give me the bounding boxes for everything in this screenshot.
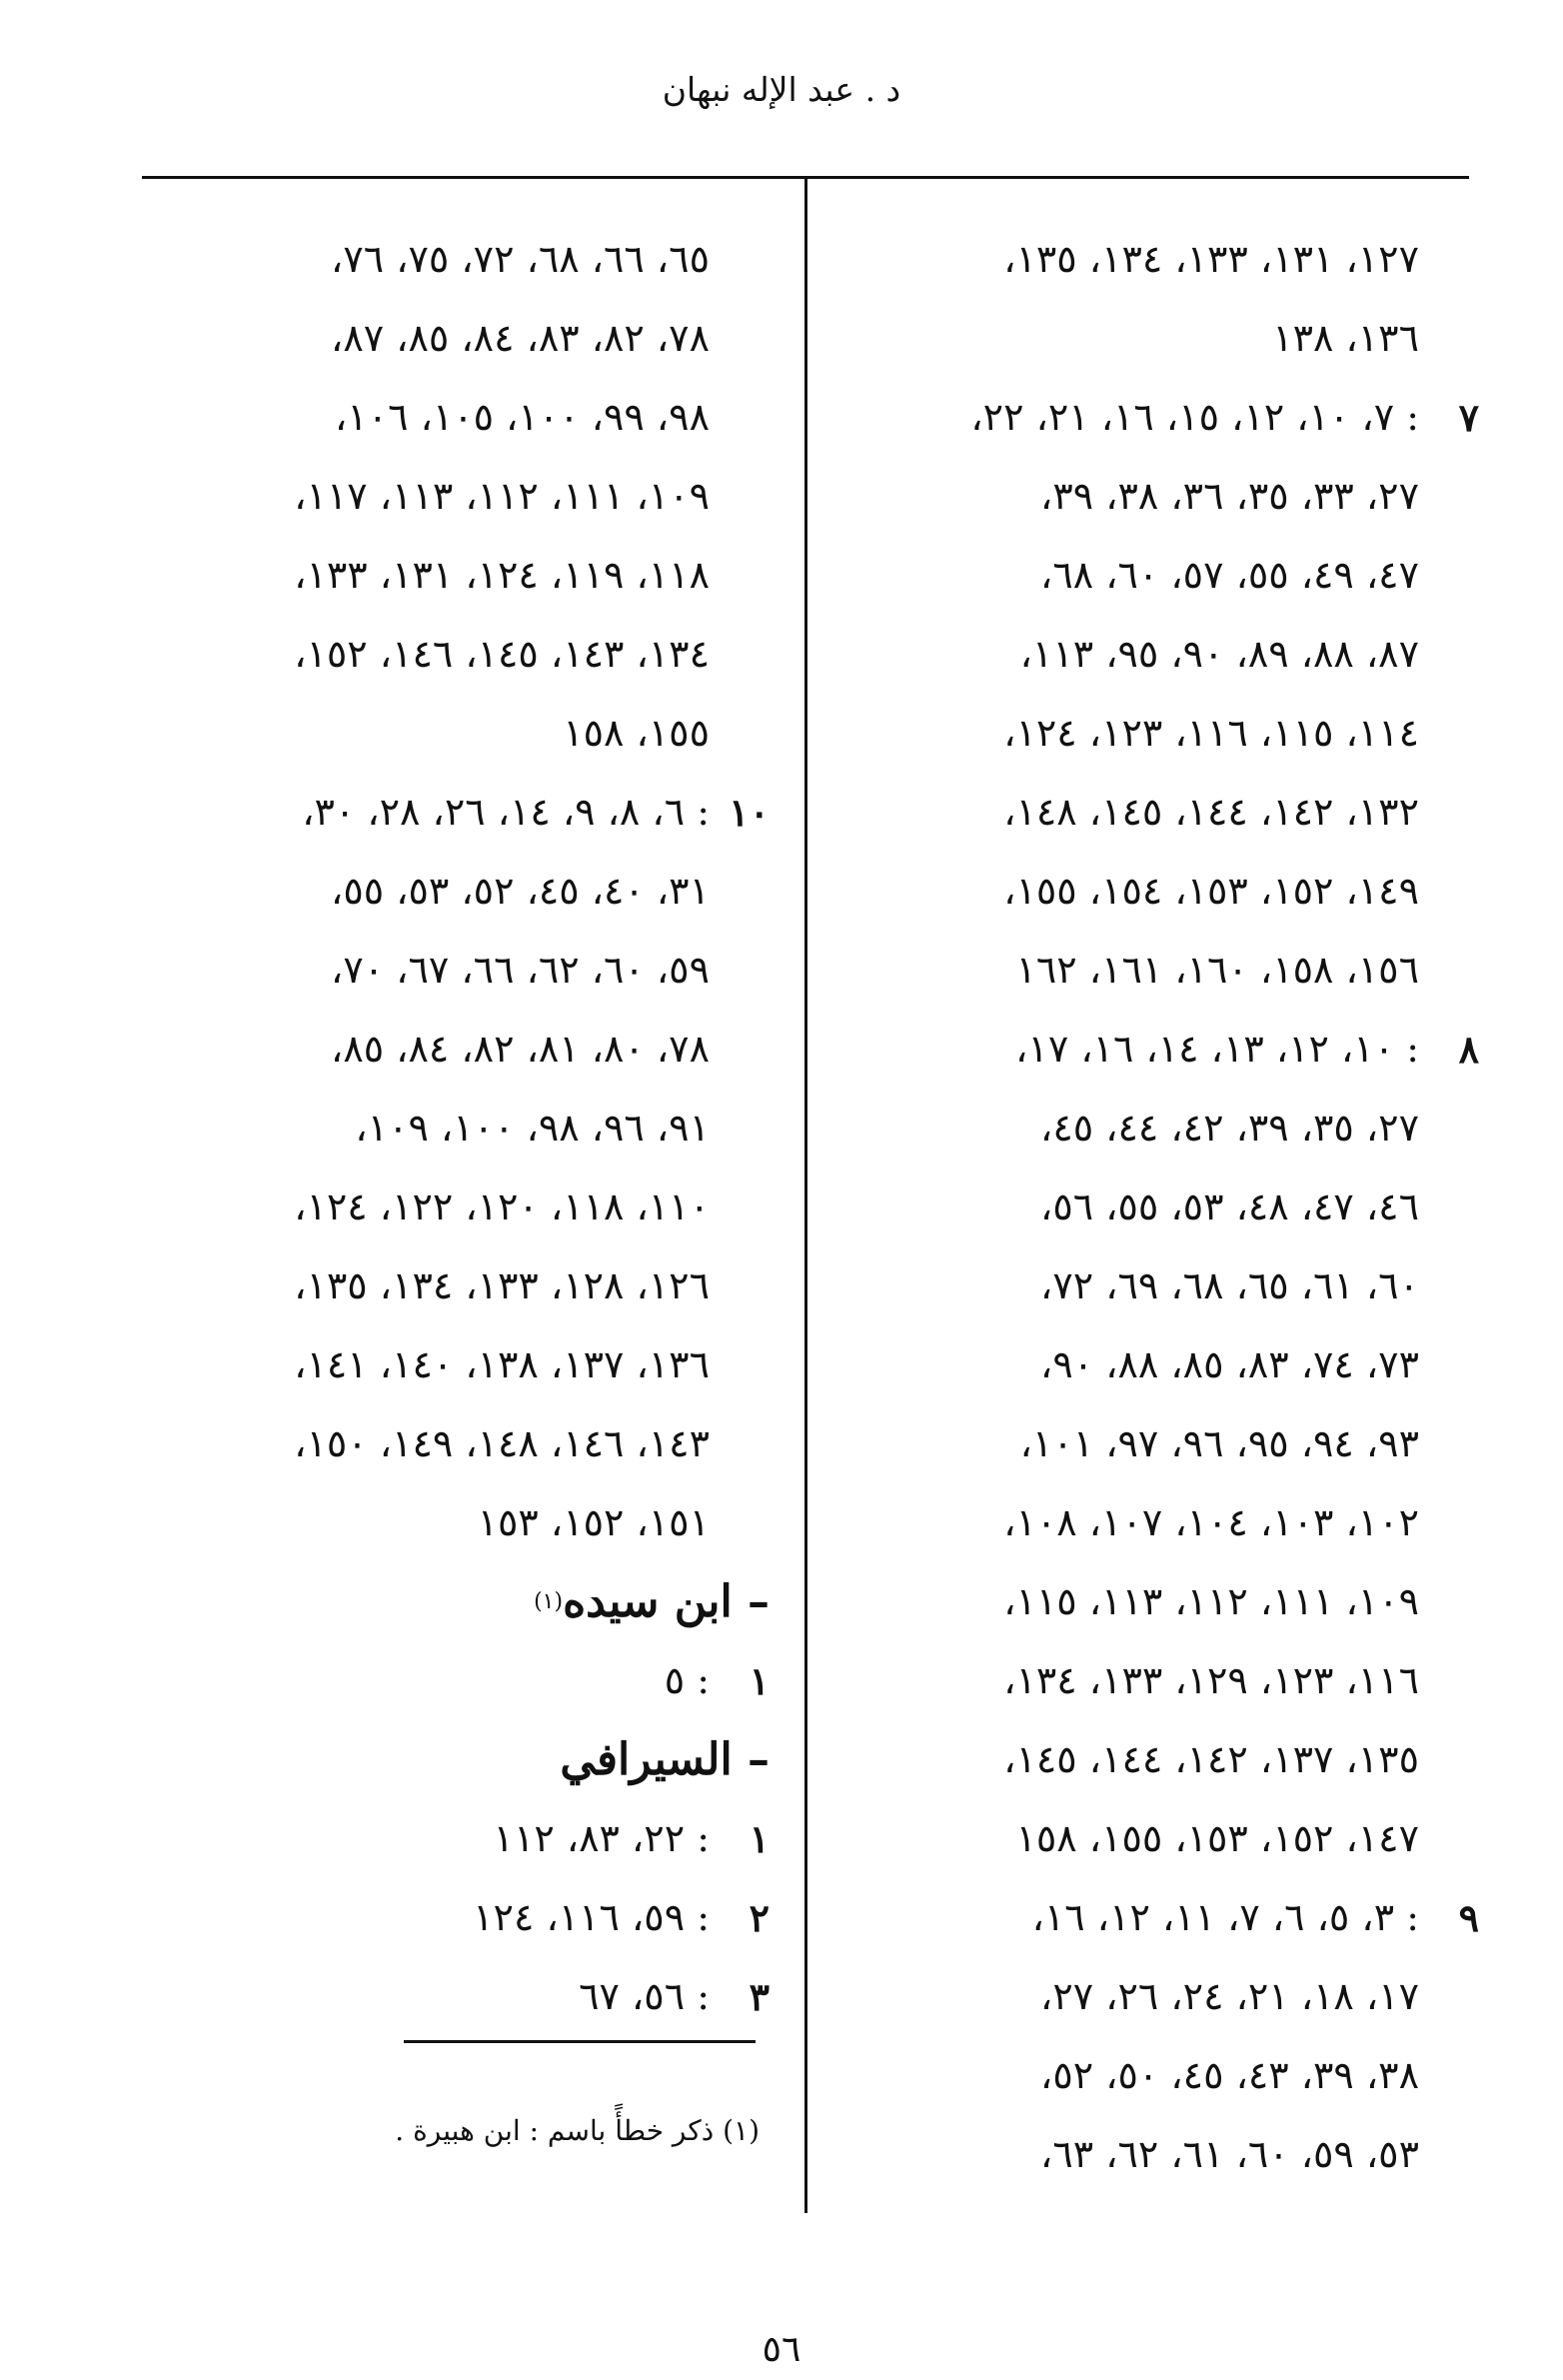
page-refs: ١٢٦، ١٢٨، ١٣٣، ١٣٤، ١٣٥، <box>294 1263 710 1307</box>
page-refs: : ٥٩، ١١٦، ١٢٤ <box>473 1895 710 1939</box>
indent <box>710 1325 770 1404</box>
page-refs: ٩٨، ٩٩، ١٠٠، ١٠٥، ١٠٦، <box>335 395 710 439</box>
index-line <box>839 220 1479 299</box>
page-refs: ٧٣، ٧٤، ٨٣، ٨٥، ٨٨، ٩٠، <box>1040 1342 1419 1386</box>
index-line <box>120 852 770 931</box>
page-refs: ٢٧، ٣٣، ٣٥، ٣٦، ٣٨، ٣٩، <box>1040 474 1419 518</box>
indent <box>1419 1246 1479 1325</box>
volume-number: ٩ <box>1458 1895 1479 1940</box>
index-line <box>839 1325 1479 1404</box>
index-line <box>839 615 1479 694</box>
indent <box>1419 694 1479 773</box>
page-refs: ١٣٦، ١٣٨ <box>1272 316 1419 360</box>
page-refs: ٦٠، ٦١، ٦٥، ٦٨، ٦٩، ٧٢، <box>1040 1263 1419 1307</box>
index-line <box>839 1404 1479 1483</box>
indent <box>1419 1957 1479 2036</box>
page-refs: ٤٧، ٤٩، ٥٥، ٥٧، ٦٠، ٦٨، <box>1040 553 1419 597</box>
volume-line <box>120 1878 770 1957</box>
indent <box>710 931 770 1010</box>
page-refs: ١١٨، ١١٩، ١٢٤، ١٣١، ١٣٣، <box>294 553 710 597</box>
volume-line <box>120 1957 770 2036</box>
indent <box>1419 1641 1479 1720</box>
column-divider <box>804 178 807 2213</box>
page-refs: ١١٠، ١١٨، ١٢٠، ١٢٢، ١٢٤، <box>294 1185 710 1228</box>
volume-line <box>120 1641 770 1720</box>
page-refs: ١٤٣، ١٤٦، ١٤٨، ١٤٩، ١٥٠، <box>294 1421 710 1465</box>
page-refs: : ٥٦، ٦٧ <box>579 1974 710 2018</box>
footnote-reference: (١) <box>534 1589 564 1614</box>
indent <box>1419 1089 1479 1168</box>
volume-line <box>839 1878 1479 1957</box>
page-refs: ١٤٧، ١٥٢، ١٥٣، ١٥٥، ١٥٨ <box>1015 1816 1419 1860</box>
volume-number: ٢ <box>749 1895 770 1940</box>
volume-line <box>839 378 1479 457</box>
left-column <box>120 220 770 2036</box>
page-refs: ١١٤، ١١٥، ١١٦، ١٢٣، ١٢٤، <box>1003 711 1419 755</box>
index-line <box>120 1325 770 1404</box>
indent <box>1419 2036 1479 2115</box>
volume-line <box>120 773 770 852</box>
indent <box>710 1404 770 1483</box>
index-line <box>839 1168 1479 1246</box>
index-line <box>839 931 1479 1010</box>
indent <box>710 852 770 931</box>
page-refs: ١٥٥، ١٥٨ <box>563 711 710 755</box>
volume-number: ٧ <box>1458 395 1479 440</box>
page-refs: ٥٩، ٦٠، ٦٢، ٦٦، ٦٧، ٧٠، <box>331 948 710 992</box>
index-line <box>839 1799 1479 1878</box>
footnote-rule <box>404 2040 756 2043</box>
page-refs: ٤٦، ٤٧، ٤٨، ٥٣، ٥٥، ٥٦، <box>1040 1185 1419 1228</box>
index-line <box>120 931 770 1010</box>
entry-name: – السيرافي <box>560 1734 770 1785</box>
volume-number: ١ <box>749 1816 770 1861</box>
page-refs: ١٥١، ١٥٢، ١٥٣ <box>477 1500 710 1544</box>
index-line <box>120 1404 770 1483</box>
page-refs: ١٥٦، ١٥٨، ١٦٠، ١٦١، ١٦٢ <box>1015 948 1419 992</box>
page-refs: ٥٣، ٥٩، ٦٠، ٦١، ٦٢، ٦٣، <box>1040 2132 1419 2176</box>
indent <box>710 694 770 773</box>
indent <box>710 378 770 457</box>
index-line <box>839 299 1479 378</box>
volume-number: ١ <box>749 1658 770 1703</box>
page-refs: ٣٨، ٣٩، ٤٣، ٤٥، ٥٠، ٥٢، <box>1040 2053 1419 2097</box>
indent <box>1419 1562 1479 1641</box>
index-line <box>839 1089 1479 1168</box>
indent <box>710 220 770 299</box>
indent <box>1419 2115 1479 2194</box>
right-column <box>839 220 1479 2194</box>
indent <box>1419 1483 1479 1562</box>
index-line <box>120 299 770 378</box>
indent <box>1419 536 1479 615</box>
page-refs: ٧٨، ٨٢، ٨٣، ٨٤، ٨٥، ٨٧، <box>331 316 710 360</box>
page-refs: ١٣٥، ١٣٧، ١٤٢، ١٤٤، ١٤٥، <box>1003 1737 1419 1781</box>
indent <box>710 457 770 536</box>
index-line <box>120 1246 770 1325</box>
footnote: (١) ذكر خطأً باسم : ابن هبيرة . <box>395 2114 760 2147</box>
index-line <box>120 1168 770 1246</box>
indent <box>710 299 770 378</box>
index-line <box>839 773 1479 852</box>
indent <box>1419 299 1479 378</box>
page-refs: : ٣، ٥، ٦، ٧، ١١، ١٢، ١٦، <box>1031 1895 1419 1939</box>
index-line <box>120 1089 770 1168</box>
page-refs: ١٠٩، ١١١، ١١٢، ١١٣، ١١٧، <box>294 474 710 518</box>
indent <box>1419 615 1479 694</box>
indent <box>710 1168 770 1246</box>
indent <box>1419 457 1479 536</box>
indent <box>1419 931 1479 1010</box>
volume-line <box>839 1010 1479 1089</box>
volume-line <box>120 1799 770 1878</box>
indent <box>1419 773 1479 852</box>
indent <box>1419 1325 1479 1404</box>
index-line <box>120 457 770 536</box>
index-line <box>839 536 1479 615</box>
entry-heading <box>120 1562 770 1641</box>
entry-heading <box>120 1720 770 1799</box>
page-refs: ١٤٩، ١٥٢، ١٥٣، ١٥٤، ١٥٥، <box>1003 869 1419 913</box>
page-refs: : ٧، ١٠، ١٢، ١٥، ١٦، ٢١، ٢٢، <box>970 395 1419 439</box>
page-refs: : ١٠، ١٢، ١٣، ١٤، ١٦، ١٧، <box>1015 1027 1419 1071</box>
index-line <box>839 1246 1479 1325</box>
page-refs: ١٧، ١٨، ٢١، ٢٤، ٢٦، ٢٧، <box>1040 1974 1419 2018</box>
indent <box>710 1246 770 1325</box>
index-line <box>839 1641 1479 1720</box>
page-number: ٥٦ <box>762 2329 801 2370</box>
page-refs: : ٥ <box>664 1658 710 1702</box>
indent <box>1419 1404 1479 1483</box>
index-line <box>120 220 770 299</box>
page-refs: ١٣٢، ١٤٢، ١٤٤، ١٤٥، ١٤٨، <box>1003 790 1419 834</box>
page-refs: : ٢٢، ٨٣، ١١٢ <box>493 1816 710 1860</box>
index-line <box>120 536 770 615</box>
index-line <box>120 615 770 694</box>
index-line <box>839 2115 1479 2194</box>
indent <box>1419 1799 1479 1878</box>
page-refs: ١٠٢، ١٠٣، ١٠٤، ١٠٧، ١٠٨، <box>1003 1500 1419 1544</box>
indent <box>1419 852 1479 931</box>
index-line <box>839 1720 1479 1799</box>
indent <box>1419 1720 1479 1799</box>
volume-number: ١٠ <box>729 790 770 835</box>
page-refs: ٨٧، ٨٨، ٨٩، ٩٠، ٩٥، ١١٣، <box>1019 632 1419 676</box>
indent <box>710 1483 770 1562</box>
volume-number: ٣ <box>749 1974 770 2019</box>
indent <box>710 1089 770 1168</box>
indent <box>710 536 770 615</box>
page-refs: ٢٧، ٣٥، ٣٩، ٤٢، ٤٤، ٤٥، <box>1040 1106 1419 1150</box>
indent <box>710 615 770 694</box>
indent <box>710 1010 770 1089</box>
page-refs: ١٣٦، ١٣٧، ١٣٨، ١٤٠، ١٤١، <box>294 1342 710 1386</box>
page-header: د . عبد الإله نبهان <box>662 70 901 109</box>
index-line <box>839 1957 1479 2036</box>
page-refs: ١٣٤، ١٤٣، ١٤٥، ١٤٦، ١٥٢، <box>294 632 710 676</box>
page-refs: ١٠٩، ١١١، ١١٢، ١١٣، ١١٥، <box>1003 1579 1419 1623</box>
index-line <box>120 1010 770 1089</box>
indent <box>1419 220 1479 299</box>
volume-number: ٨ <box>1458 1027 1479 1072</box>
page-refs: ٧٨، ٨٠، ٨١، ٨٢، ٨٤، ٨٥، <box>331 1027 710 1071</box>
index-line <box>839 2036 1479 2115</box>
index-line <box>839 1562 1479 1641</box>
page-refs: ١١٦، ١٢٣، ١٢٩، ١٣٣، ١٣٤، <box>1003 1658 1419 1702</box>
page-refs: ٩١، ٩٦، ٩٨، ١٠٠، ١٠٩، <box>355 1106 710 1150</box>
entry-name: – ابن سيده <box>563 1576 770 1627</box>
page-refs: ٦٥، ٦٦، ٦٨، ٧٢، ٧٥، ٧٦، <box>331 237 710 281</box>
page-refs: ١٢٧، ١٣١، ١٣٣، ١٣٤، ١٣٥، <box>1003 237 1419 281</box>
index-line <box>120 378 770 457</box>
index-line <box>839 457 1479 536</box>
page-refs: ٩٣، ٩٤، ٩٥، ٩٦، ٩٧، ١٠١، <box>1019 1421 1419 1465</box>
page-refs: ٣١، ٤٠، ٤٥، ٥٢، ٥٣، ٥٥، <box>331 869 710 913</box>
index-line <box>839 694 1479 773</box>
index-line <box>839 1483 1479 1562</box>
page-refs: : ٦، ٨، ٩، ١٤، ٢٦، ٢٨، ٣٠، <box>302 790 710 834</box>
indent <box>1419 1168 1479 1246</box>
index-line <box>839 852 1479 931</box>
index-line <box>120 694 770 773</box>
index-line <box>120 1483 770 1562</box>
